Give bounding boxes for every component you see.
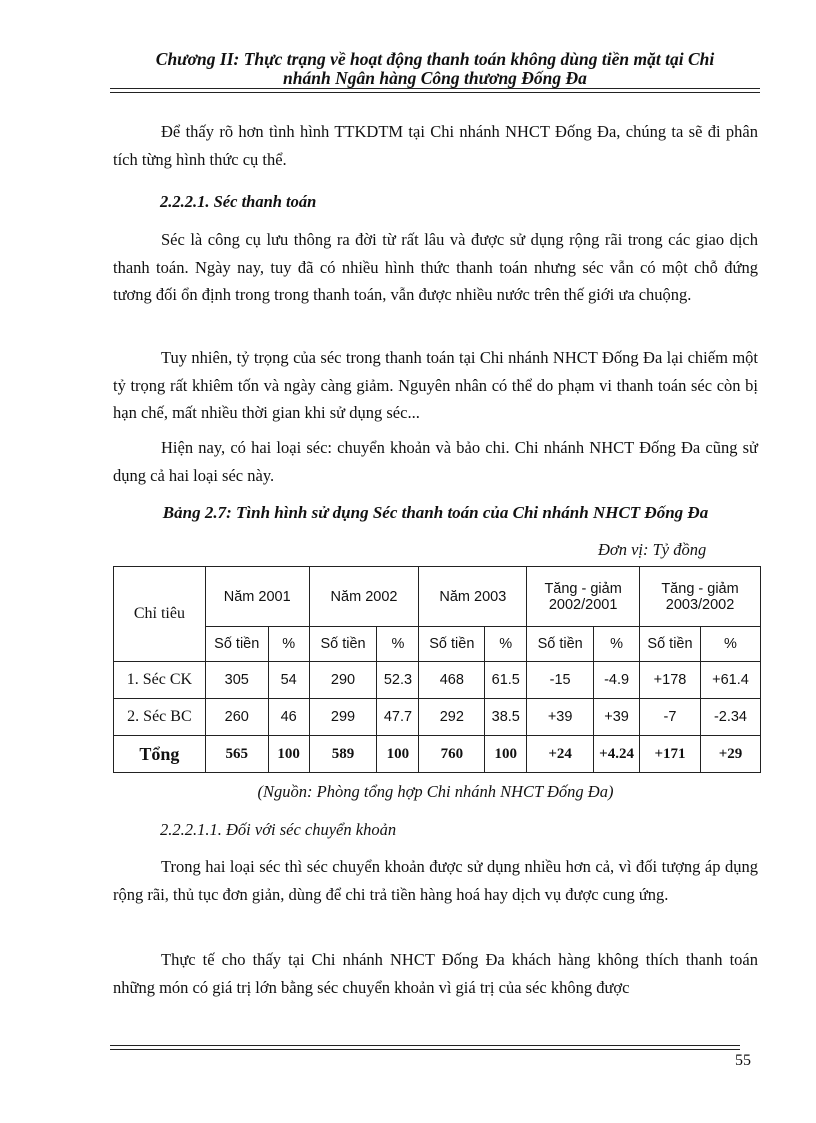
subsection-heading: 2.2.2.1.1. Đối với séc chuyển khoản (160, 820, 397, 839)
sub-header-amount: Số tiền (205, 627, 268, 662)
row-label: 1. Séc CK (114, 662, 206, 699)
section-heading: 2.2.2.1. Séc thanh toán (160, 192, 317, 211)
table-cell: 54 (268, 662, 309, 699)
table-cell: +171 (640, 736, 701, 773)
cheque-intro-paragraph: Séc là công cụ lưu thông ra đời từ rất lâu và được sử dụng rộng rãi trong các giao dịch thanh toán. Ngày nay, tuy đã có nhiều hình thức thanh toán nhưng séc vẫn có một chỗ đứng tương đối ổn định trong trong thanh toán, vẫn được nhiều nước trên thế giới ưa chuộng. (113, 230, 758, 304)
table-cell: 100 (485, 736, 527, 773)
group-header-2003: Năm 2003 (419, 567, 527, 627)
table-cell: +39 (527, 699, 594, 736)
table-cell: -4.9 (594, 662, 640, 699)
sub-header-amount: Số tiền (309, 627, 377, 662)
footer-rule-1 (110, 1045, 740, 1046)
group-header-2001: Năm 2001 (205, 567, 309, 627)
chapter-header-line1: Chương II: Thực trạng về hoạt động thanh toán không dùng tiền mặt tại Chi (155, 49, 715, 69)
intro-paragraph: Để thấy rõ hơn tình hình TTKDTM tại Chi nhánh NHCT Đống Đa, chúng ta sẽ đi phân tích từng hình thức cụ thể. (113, 122, 758, 169)
table-row (114, 662, 761, 699)
table-caption: Bảng 2.7: Tình hình sử dụng Séc thanh toán của Chi nhánh NHCT Đống Đa (162, 503, 709, 522)
cheque-types-paragraph: Hiện nay, có hai loại séc: chuyển khoản và bảo chi. Chi nhánh NHCT Đống Đa cũng sử dụng cả hai loại séc này. (113, 438, 758, 485)
table-cell: 589 (309, 736, 377, 773)
table-cell: 100 (377, 736, 419, 773)
table-cell: 52.3 (377, 662, 419, 699)
table-cell: 260 (205, 699, 268, 736)
sub-header-amount: Số tiền (527, 627, 594, 662)
stub-header: Chỉ tiêu (114, 567, 206, 662)
table-cell: 292 (419, 699, 485, 736)
table-cell: +39 (594, 699, 640, 736)
page-number: 55 (735, 1052, 751, 1069)
table-cell: 47.7 (377, 699, 419, 736)
table-cell: 100 (268, 736, 309, 773)
header-rule-1 (110, 88, 760, 89)
table-row (114, 699, 761, 736)
chapter-header-line2: nhánh Ngân hàng Công thương Đống Đa (283, 68, 587, 88)
table-cell: -2.34 (700, 699, 760, 736)
table-cell: 468 (419, 662, 485, 699)
cheque-share-paragraph: Tuy nhiên, tỷ trọng của séc trong thanh toán tại Chi nhánh NHCT Đống Đa lại chiếm một tỷ trọng rất khiêm tốn và ngày càng giảm. Nguyên nhân có thể do phạm vi thanh toán séc còn bị hạn chế, mất nhiều thời gian khi sử dụng séc... (113, 348, 758, 422)
sub-header-pct: % (485, 627, 527, 662)
table-cell: -15 (527, 662, 594, 699)
large-value-paragraph: Thực tế cho thấy tại Chi nhánh NHCT Đống Đa khách hàng không thích thanh toán những món có giá trị lớn bằng séc chuyển khoản vì giá trị của séc không được (113, 950, 758, 997)
group-header-2002: Năm 2002 (309, 567, 419, 627)
sub-header-pct: % (700, 627, 760, 662)
sub-header-pct: % (594, 627, 640, 662)
sub-header-amount: Số tiền (419, 627, 485, 662)
sub-header-amount: Số tiền (640, 627, 701, 662)
footer-rule-2 (110, 1049, 740, 1050)
source-note: (Nguồn: Phòng tổng hợp Chi nhánh NHCT Đống Đa) (257, 782, 614, 801)
row-label: 2. Séc BC (114, 699, 206, 736)
table-cell: +29 (700, 736, 760, 773)
cheque-usage-table (113, 566, 761, 773)
group-header-change-2002: Tăng - giảm 2002/2001 (527, 567, 640, 627)
group-header-change-2003: Tăng - giảm 2003/2002 (640, 567, 761, 627)
table-cell: -7 (640, 699, 701, 736)
sub-header-pct: % (377, 627, 419, 662)
table-cell: +24 (527, 736, 594, 773)
table-cell: 38.5 (485, 699, 527, 736)
table-row-total (114, 736, 761, 773)
table-cell: +178 (640, 662, 701, 699)
chapter-header (110, 50, 760, 88)
table-cell: 290 (309, 662, 377, 699)
table-cell: 299 (309, 699, 377, 736)
sub-header-pct: % (268, 627, 309, 662)
transfer-cheque-paragraph: Trong hai loại séc thì séc chuyển khoản được sử dụng nhiều hơn cả, vì đối tượng áp dụng rộng rãi, thủ tục đơn giản, dùng để chi trả tiền hàng hoá hay dịch vụ được cung ứng. (113, 857, 758, 904)
table-cell: 760 (419, 736, 485, 773)
header-rule-2 (110, 92, 760, 93)
table-cell: +61.4 (700, 662, 760, 699)
table-cell: 565 (205, 736, 268, 773)
row-label: Tổng (114, 736, 206, 773)
table-cell: +4.24 (594, 736, 640, 773)
table-cell: 46 (268, 699, 309, 736)
table-cell: 305 (205, 662, 268, 699)
unit-label: Đơn vị: Tỷ đồng (598, 540, 707, 559)
table-cell: 61.5 (485, 662, 527, 699)
